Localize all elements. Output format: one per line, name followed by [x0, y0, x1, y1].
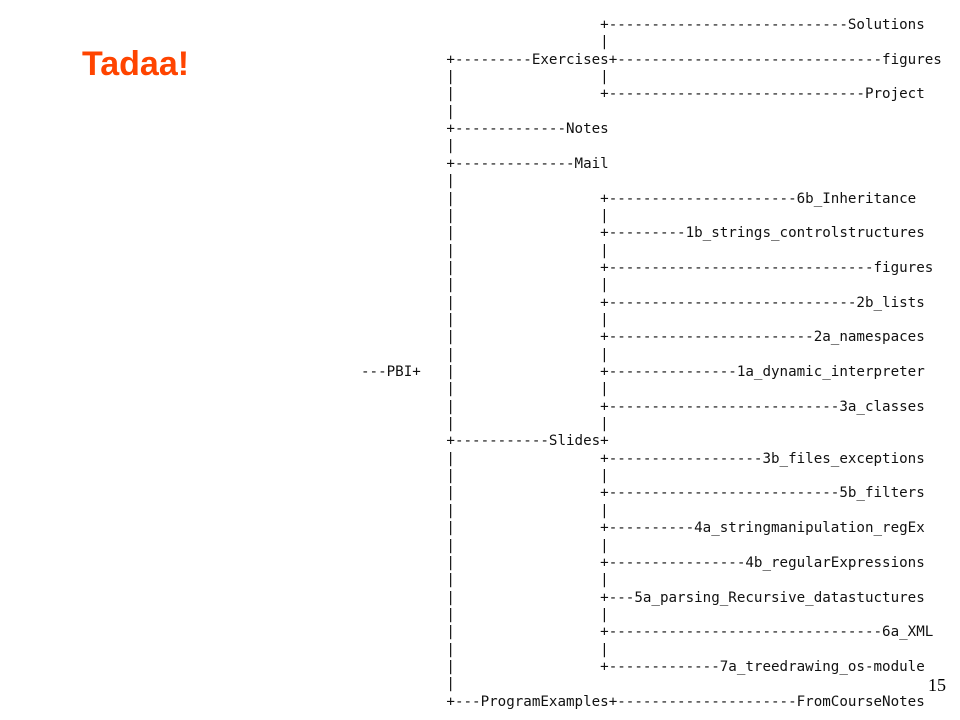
tree-line: | |: [361, 69, 609, 86]
tree-line: | +----------4a_stringmanipulation_regEx: [361, 520, 925, 537]
tree-line: | |: [361, 468, 609, 485]
tree-line: | |: [361, 346, 609, 363]
tree-line: | +----------------------6b_Inheritance: [361, 190, 917, 207]
tree-line: | |: [361, 537, 609, 554]
tree-line: | +-----------------------------2b_lists: [361, 294, 925, 311]
tree-line: | +---------------------------3a_classes: [361, 398, 925, 415]
tree-line: | |: [361, 641, 609, 658]
tree-line: ---PBI+ | +---------------1a_dynamic_interpreter: [361, 364, 925, 380]
tree-line: | |: [361, 242, 609, 259]
tree-line: | +------------------------2a_namespaces: [361, 329, 925, 346]
tree-line: | +--------------------------------6a_XML: [361, 624, 934, 641]
tree-line: | |: [361, 416, 609, 433]
tree-line: | |: [361, 381, 609, 398]
tree-line: | +----------------4b_regularExpressions: [361, 554, 925, 571]
tree-line: | +------------------3b_files_exceptions: [361, 450, 925, 467]
tree-line: |: [361, 173, 455, 190]
tree-line: | +---------1b_strings_controlstructures: [361, 225, 925, 242]
tree-line: | |: [361, 502, 609, 519]
tree-line: |: [361, 138, 455, 155]
tree-line: +----------------------------Solutions: [361, 17, 925, 33]
tree-line: +---------Exercises+-------------------------------figures: [361, 51, 942, 68]
tree-line: |: [361, 103, 455, 120]
tree-line: +---ProgramExamples+---------------------FromCourseNotes: [361, 693, 925, 710]
tree-line: | |: [361, 277, 609, 294]
tree-line: +-----------Slides+: [361, 433, 609, 450]
tree-line: | +---------------------------5b_filters: [361, 485, 925, 502]
tree-line: | |: [361, 572, 609, 589]
tree-line: | +------------------------------Project: [361, 86, 925, 103]
tree-line: | |: [361, 207, 609, 224]
page-number: 15: [928, 675, 946, 695]
tree-line: | +-------------7a_treedrawing_os-module: [361, 658, 925, 675]
slide-title: Tadaa!: [82, 45, 190, 83]
tree-line: | +-------------------------------figures: [361, 259, 934, 276]
tree-line: +--------------Mail: [361, 155, 609, 172]
tree-line: +-------------Notes: [361, 121, 609, 138]
tree-line: | +---5a_parsing_Recursive_datastuctures: [361, 589, 925, 606]
tree-line: | |: [361, 311, 609, 328]
tree-line: |: [361, 676, 455, 693]
tree-line: | |: [361, 606, 609, 623]
tree-line: |: [361, 34, 609, 51]
